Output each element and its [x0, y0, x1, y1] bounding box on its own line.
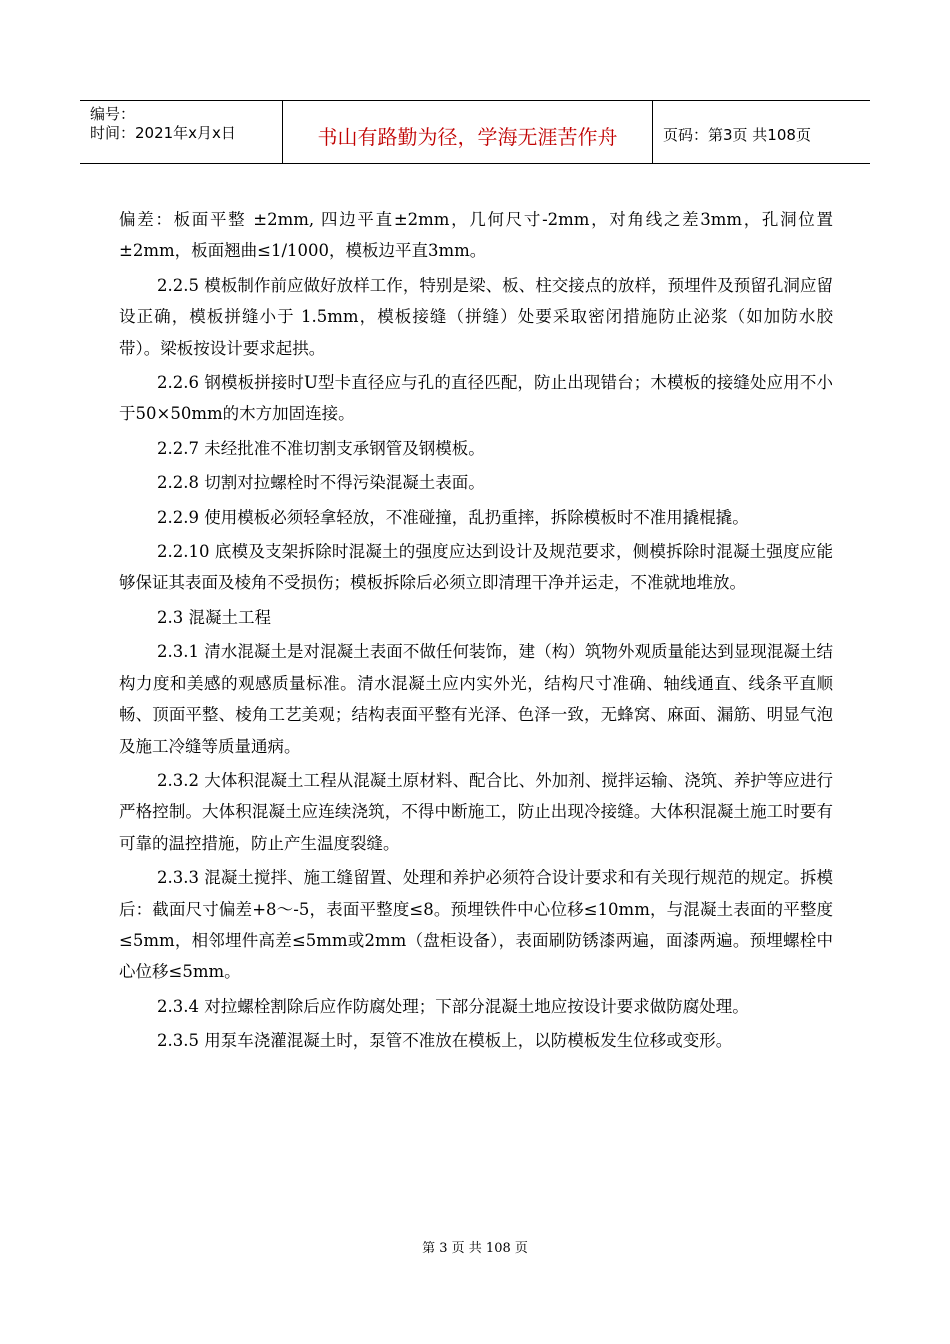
section-heading-2-3: 2.3 混凝土工程 [157, 607, 271, 627]
header-page-info: 页码：第3页 共108页 [663, 125, 811, 144]
paragraph-2-2-5: 2.2.5 模板制作前应做好放样工作，特别是梁、板、柱交接点的放样，预埋件及预留孔洞应留设正确，模板拼缝小于 1.5mm，模板接缝（拼缝）处要采取密闭措施防止泌浆（如加防水胶带）。梁板按设计要求起拱。 [119, 275, 833, 358]
paragraph-2-3-5: 2.3.5 用泵车浇灌混凝土时，泵管不准放在模板上，以防模板发生位移或变形。 [157, 1031, 733, 1051]
page-footer: 第 3 页 共 108 页 [422, 1241, 528, 1256]
document-header [80, 100, 870, 164]
document-date: 时间：2021年x月x日 [90, 124, 236, 142]
paragraph-2-2-6: 2.2.6 钢模板拼接时U型卡直径应与孔的直径匹配，防止出现错台；木模板的接缝处应用不小于50×50mm的木方加固连接。 [119, 373, 833, 424]
header-motto: 书山有路勤为径，学海无涯苦作舟 [283, 101, 653, 163]
document-body [119, 204, 833, 1060]
paragraph-2-2-8: 2.2.8 切割对拉螺栓时不得污染混凝土表面。 [157, 473, 485, 493]
paragraph-tolerance: 偏差：板面平整 ±2mm, 四边平直±2mm，几何尺寸-2mm，对角线之差3mm，孔洞位置±2mm，板面翘曲≤1/1000，模板边平直3mm。 [119, 210, 833, 261]
paragraph-2-3-4: 2.3.4 对拉螺栓割除后应作防腐处理；下部分混凝土地应按设计要求做防腐处理。 [157, 996, 749, 1016]
paragraph-2-3-1: 2.3.1 清水混凝土是对混凝土表面不做任何装饰，建（构）筑物外观质量能达到显现混凝土结构力度和美感的观感质量标准。清水混凝土应内实外光，结构尺寸准确、轴线通直、线条平直顺畅、顶面平整、棱角工艺美观；结构表面平整有光泽、色泽一致，无蜂窝、麻面、漏筋、明显气泡及施工冷缝等质量通病。 [119, 642, 833, 756]
paragraph-2-3-2: 2.3.2 大体积混凝土工程从混凝土原材料、配合比、外加剂、搅拌运输、浇筑、养护等应进行严格控制。大体积混凝土应连续浇筑，不得中断施工，防止出现冷接缝。大体积混凝土施工时要有可靠的温控措施，防止产生温度裂缝。 [119, 770, 833, 853]
paragraph-2-2-7: 2.2.7 未经批准不准切割支承钢管及钢模板。 [157, 438, 485, 458]
paragraph-2-2-10: 2.2.10 底模及支架拆除时混凝土的强度应达到设计及规范要求，侧模拆除时混凝土强度应能够保证其表面及棱角不受损伤；模板拆除后必须立即清理干净并运走，不准就地堆放。 [119, 542, 833, 593]
paragraph-2-2-9: 2.2.9 使用模板必须轻拿轻放，不准碰撞，乱扔重摔，拆除模板时不准用撬棍撬。 [157, 507, 749, 527]
header-meta-cell [80, 101, 283, 163]
paragraph-2-3-3: 2.3.3 混凝土搅拌、施工缝留置、处理和养护必须符合设计要求和有关现行规范的规定。拆模后：截面尺寸偏差+8～-5，表面平整度≤8。预埋铁件中心位移≤10mm，与混凝土表面的平整度≤5mm，相邻埋件高差≤5mm或2mm（盘柜设备），表面刷防锈漆两遍，面漆两遍。预埋螺栓中心位移≤5mm。 [119, 868, 833, 982]
document-number-label: 编号： [90, 105, 136, 123]
